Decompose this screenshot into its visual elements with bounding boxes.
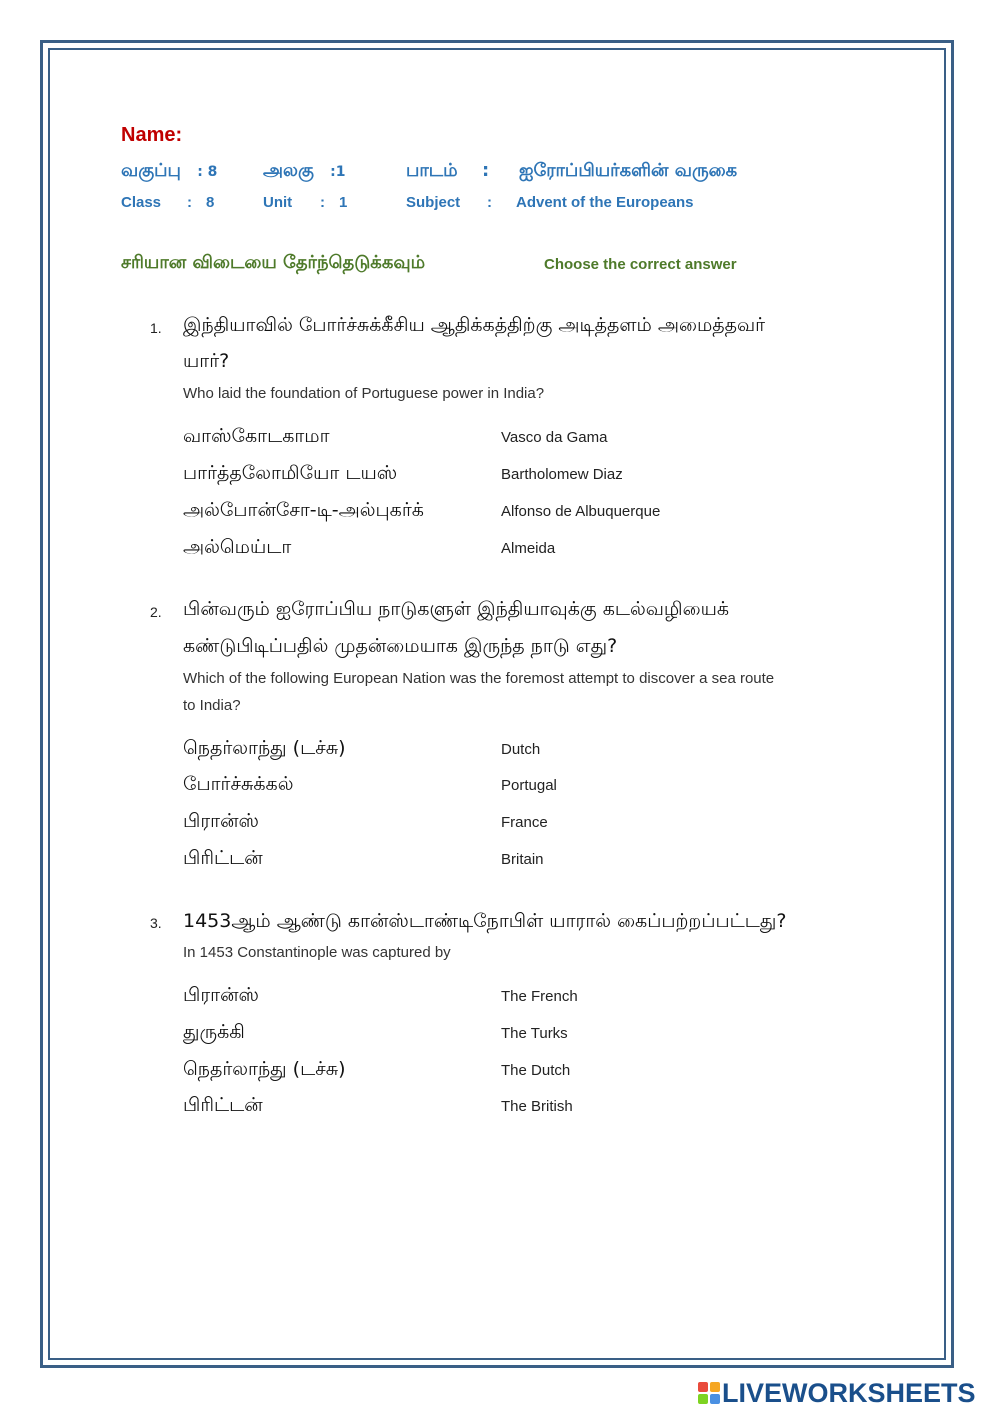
class-value-english: 8	[206, 194, 215, 211]
unit-label-english: Unit	[263, 194, 293, 211]
question-text-tamil: பின்வரும் ஐரோப்பிய நாடுகளுள் இந்தியாவுக்கு கடல்வழியைக்	[183, 598, 730, 620]
class-label-english: Class	[121, 194, 162, 211]
class-sep-english: :	[187, 194, 192, 211]
liveworksheets-logo-icon	[698, 1382, 720, 1404]
subject-value-english: Advent of the Europeans	[516, 194, 694, 211]
option-tamil[interactable]: போர்ச்சுக்கல்	[183, 773, 294, 795]
name-label: Name:	[121, 124, 183, 146]
option-tamil[interactable]: நெதர்லாந்து (டச்சு)	[183, 1058, 346, 1080]
brand-text: LIVEWORKSHEETS	[722, 1377, 976, 1408]
option-english[interactable]: Almeida	[501, 540, 556, 557]
subject-value-tamil: ஐரோப்பியர்களின் வருகை	[519, 160, 738, 181]
option-english[interactable]: Bartholomew Diaz	[501, 466, 623, 483]
instruction-tamil: சரியான விடையை தேர்ந்தெடுக்கவும்	[121, 252, 426, 273]
option-tamil[interactable]: பார்த்தலோமியோ டயஸ்	[183, 462, 398, 484]
option-tamil[interactable]: பிரிட்டன்	[183, 847, 263, 869]
question-number: 1.	[150, 320, 162, 336]
question-text-tamil: 1453ஆம் ஆண்டு கான்ஸ்டாண்டிநோபிள் யாரால் கைப்பற்றப்பட்டது?	[183, 910, 787, 932]
question-text-english: Which of the following European Nation was the foremost attempt to discover a sea route	[183, 670, 775, 687]
option-english[interactable]: The Dutch	[501, 1062, 571, 1079]
option-english[interactable]: Portugal	[501, 777, 557, 794]
subject-sep-tamil: :	[482, 160, 490, 181]
instruction-english: Choose the correct answer	[544, 256, 737, 273]
question-number: 2.	[150, 604, 162, 620]
option-english[interactable]: Alfonso de Albuquerque	[501, 503, 661, 520]
option-tamil[interactable]: பிரான்ஸ்	[183, 984, 259, 1006]
question-text-tamil: கண்டுபிடிப்பதில் முதன்மையாக இருந்த நாடு எது?	[183, 635, 618, 657]
question-text-english: In 1453 Constantinople was captured by	[183, 944, 451, 961]
class-label-tamil: வகுப்பு : 8	[121, 160, 218, 181]
option-english[interactable]: France	[501, 814, 548, 831]
subject-label-english: Subject	[406, 194, 461, 211]
option-english[interactable]: The Turks	[501, 1025, 568, 1042]
option-tamil[interactable]: பிரான்ஸ்	[183, 810, 259, 832]
option-english[interactable]: Dutch	[501, 741, 541, 758]
option-tamil[interactable]: நெதர்லாந்து (டச்சு)	[183, 737, 346, 759]
question-number: 3.	[150, 915, 162, 931]
question-text-tamil: யார்?	[183, 350, 230, 372]
option-english[interactable]: The French	[501, 988, 578, 1005]
question-text-tamil: இந்தியாவில் போர்ச்சுக்கீசிய ஆதிக்கத்திற்கு அடித்தளம் அமைத்தவர்	[183, 314, 766, 336]
subject-sep-english: :	[487, 194, 492, 211]
option-english[interactable]: Vasco da Gama	[501, 429, 608, 446]
liveworksheets-brand	[698, 1378, 976, 1408]
option-english[interactable]: The British	[501, 1098, 573, 1115]
option-tamil[interactable]: அல்மெய்டா	[183, 536, 292, 558]
option-tamil[interactable]: துருக்கி	[183, 1021, 245, 1043]
unit-label-tamil: அலகு :1	[263, 160, 346, 181]
option-english[interactable]: Britain	[501, 851, 544, 868]
question-text-english: Who laid the foundation of Portuguese power in India?	[183, 385, 545, 402]
question-text-english: to India?	[183, 697, 241, 714]
subject-label-tamil: பாடம்	[406, 160, 458, 181]
unit-sep-english: :	[320, 194, 325, 211]
option-tamil[interactable]: பிரிட்டன்	[183, 1094, 263, 1116]
option-tamil[interactable]: அல்போன்சோ-டி-அல்புகர்க்	[183, 499, 424, 521]
unit-value-english: 1	[339, 194, 348, 211]
option-tamil[interactable]: வாஸ்கோடகாமா	[183, 425, 330, 447]
